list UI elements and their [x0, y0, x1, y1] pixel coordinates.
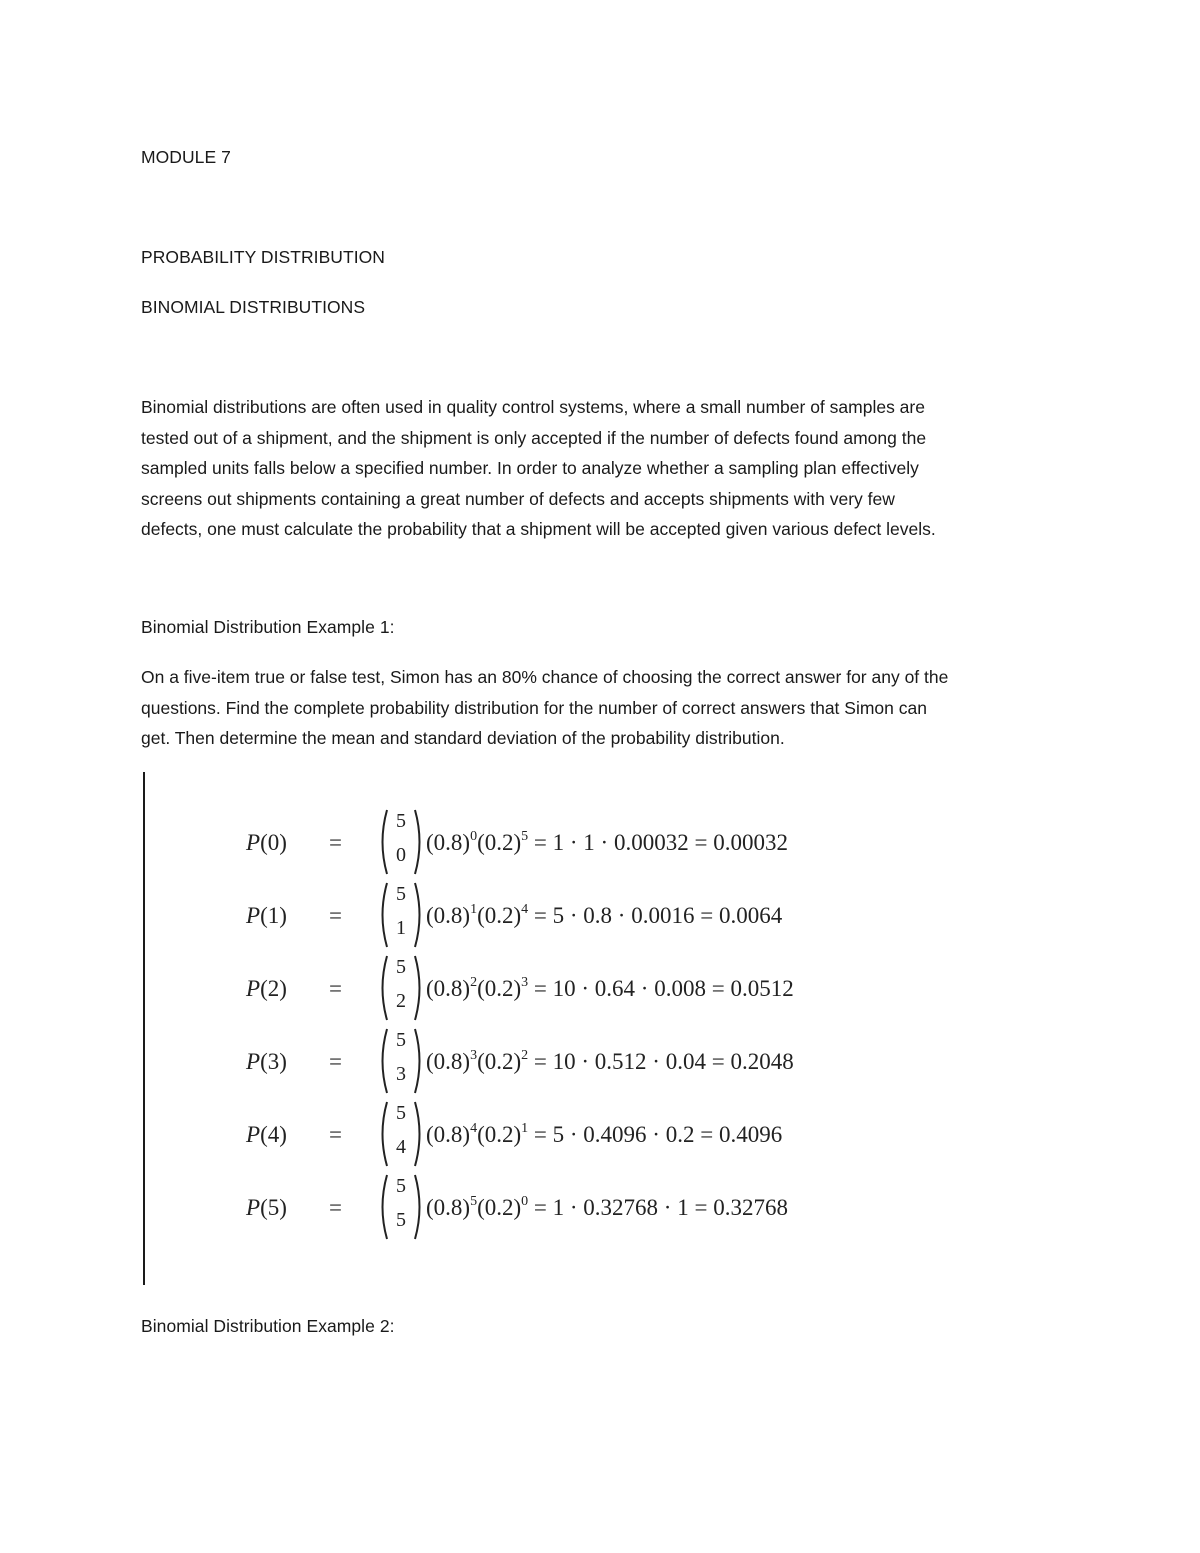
binom-n: 5 — [396, 956, 406, 978]
intro-line: screens out shipments containing a great number of defects and accepts shipments with very few — [141, 488, 895, 509]
equation-product: 5 · 0.8 · 0.0016 — [552, 903, 695, 928]
equation-rhs: $(0.8)^2(0.2)^3 = 10 \cdot 0.64 \cdot 0.008 = 0.0512$ — [426, 975, 794, 1001]
subsection-title: BINOMIAL DISTRIBUTIONS — [141, 297, 366, 317]
binomial-coefficient — [378, 1173, 424, 1241]
module-title: MODULE 7 — [141, 147, 231, 167]
binom-n: 5 — [396, 1102, 406, 1124]
binom-k: 4 — [396, 1136, 406, 1158]
q-exponent: 5 — [521, 829, 529, 844]
section-title: PROBABILITY DISTRIBUTION — [141, 247, 385, 267]
equation-product: 1 · 0.32768 · 1 — [552, 1195, 689, 1220]
equals-sign: = — [329, 976, 342, 1001]
equation-rhs: $(0.8)^5(0.2)^0 = 1 \cdot 0.32768 \cdot 1 = 0.32768$ — [426, 1194, 788, 1220]
intro-line: tested out of a shipment, and the shipment is only accepted if the number of defects found among the — [141, 427, 927, 448]
equation-result: 0.0064 — [718, 903, 783, 928]
equation-result: 0.32768 — [713, 1195, 788, 1220]
p-exponent: 1 — [470, 902, 478, 917]
p-exponent: 4 — [470, 1121, 478, 1136]
binom-k: 5 — [396, 1209, 406, 1231]
binomial-coefficient — [378, 1027, 424, 1095]
binom-n: 5 — [396, 810, 406, 832]
q-exponent: 4 — [521, 902, 529, 917]
equation-lhs: P(4) — [246, 1122, 287, 1147]
equation-lhs: P(5) — [246, 1195, 287, 1220]
equation-result: 0.2048 — [730, 1049, 794, 1074]
equation-lhs: P(0) — [246, 830, 287, 855]
p-exponent: 0 — [470, 829, 478, 844]
binom-n: 5 — [396, 1029, 406, 1051]
equation-result: 0.0512 — [730, 976, 794, 1001]
example1-line: questions. Find the complete probability distribution for the number of correct answers that Simon can — [141, 697, 927, 718]
q-exponent: 3 — [521, 975, 529, 990]
q-exponent: 1 — [521, 1121, 529, 1136]
intro-line: sampled units falls below a specified number. In order to analyze whether a sampling plan effectively — [141, 458, 919, 478]
equation-rhs: $(0.8)^4(0.2)^1 = 5 \cdot 0.4096 \cdot 0.2 = 0.4096$ — [426, 1121, 783, 1147]
equation-lhs: P(3) — [246, 1049, 287, 1074]
binomial-coefficient — [378, 881, 424, 949]
outcome-value: 5 — [267, 1195, 280, 1220]
example1-line: get. Then determine the mean and standard deviation of the probability distribution. — [141, 728, 785, 748]
example1-line: On a five-item true or false test, Simon has an 80% chance of choosing the correct answer for any of the — [141, 667, 949, 687]
binom-n: 5 — [396, 1175, 406, 1197]
q-exponent: 0 — [521, 1194, 529, 1209]
outcome-value: 0 — [267, 830, 280, 855]
example1-heading: Binomial Distribution Example 1: — [141, 617, 395, 637]
binom-k: 2 — [396, 990, 406, 1012]
equation-block-left-border — [143, 772, 145, 1285]
q-exponent: 2 — [521, 1048, 529, 1063]
equation-lhs: P(2) — [246, 976, 287, 1001]
equation-rhs: $(0.8)^3(0.2)^2 = 10 \cdot 0.512 \cdot 0.04 = 0.2048$ — [426, 1048, 794, 1074]
binomial-coefficient — [378, 808, 424, 876]
binom-k: 3 — [396, 1063, 406, 1085]
equals-sign: = — [329, 1049, 342, 1074]
example2-heading: Binomial Distribution Example 2: — [141, 1316, 395, 1336]
equation-product: 10 · 0.512 · 0.04 — [552, 1049, 706, 1074]
intro-paragraph — [141, 392, 936, 545]
outcome-value: 1 — [267, 903, 280, 928]
outcome-value: 3 — [267, 1049, 280, 1074]
equation-lhs: P(1) — [246, 903, 287, 928]
intro-line: defects, one must calculate the probability that a shipment will be accepted given various defect levels. — [141, 519, 936, 539]
p-exponent: 5 — [470, 1194, 478, 1209]
equation-result: 0.00032 — [713, 830, 788, 855]
equation-product: 5 · 0.4096 · 0.2 — [552, 1122, 695, 1147]
equals-sign: = — [329, 1195, 342, 1220]
binom-n: 5 — [396, 883, 406, 905]
equals-sign: = — [329, 903, 342, 928]
p-exponent: 2 — [470, 975, 478, 990]
intro-line: Binomial distributions are often used in quality control systems, where a small number of samples are — [141, 397, 925, 417]
binomial-coefficient — [378, 1100, 424, 1168]
p-exponent: 3 — [470, 1048, 478, 1063]
equation-product: 10 · 0.64 · 0.008 — [552, 976, 706, 1001]
binomial-coefficient — [378, 954, 424, 1022]
equation-rhs: $(0.8)^0(0.2)^5 = 1 \cdot 1 \cdot 0.00032 = 0.00032$ — [426, 829, 788, 855]
equals-sign: = — [329, 830, 342, 855]
equals-sign: = — [329, 1122, 342, 1147]
example1-paragraph — [141, 662, 948, 754]
binom-k: 1 — [396, 917, 406, 939]
outcome-value: 4 — [267, 1122, 280, 1147]
equation-rhs: $(0.8)^1(0.2)^4 = 5 \cdot 0.8 \cdot 0.0016 = 0.0064$ — [426, 902, 783, 928]
equation-result: 0.4096 — [718, 1122, 783, 1147]
outcome-value: 2 — [267, 976, 280, 1001]
binom-k: 0 — [396, 844, 406, 866]
equation-product: 1 · 1 · 0.00032 — [552, 830, 689, 855]
